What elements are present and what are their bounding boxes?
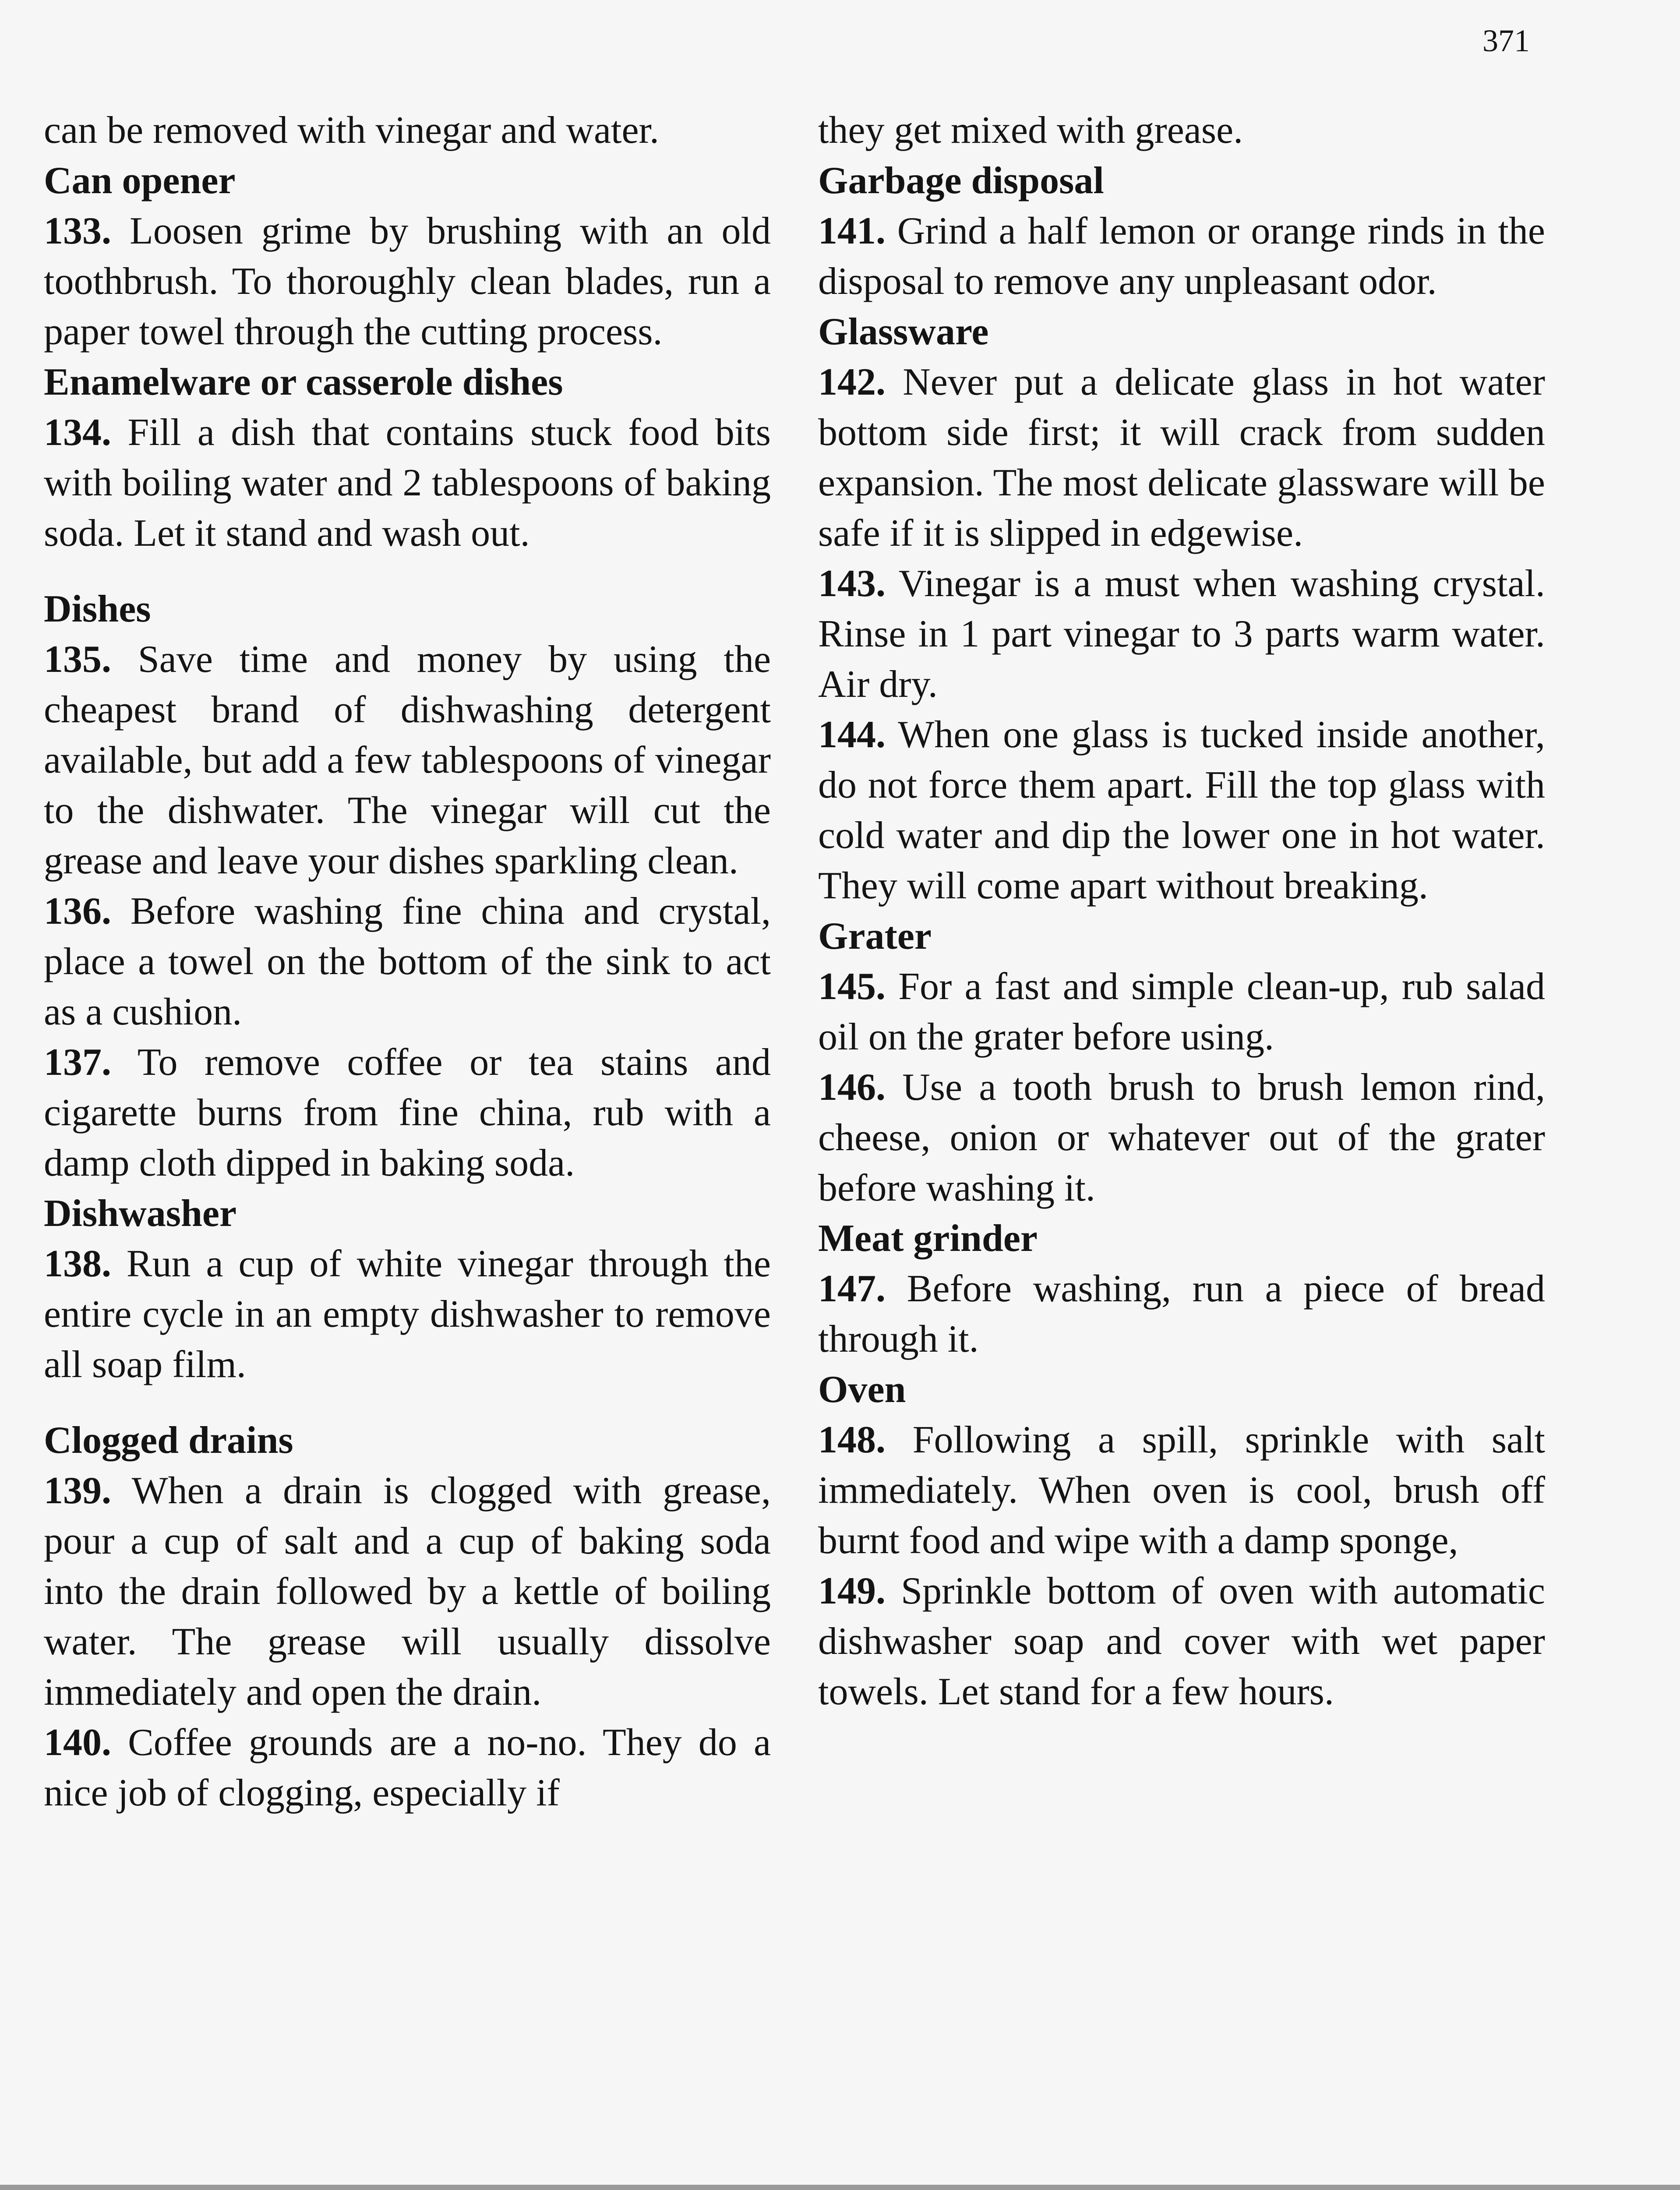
tip-number: 149. bbox=[818, 1570, 886, 1612]
tip-144 bbox=[818, 710, 1545, 911]
tip-text: Fill a dish that contains stuck food bits with boiling water and 2 tablespoons of baking soda. Let it stand and wash out. bbox=[44, 411, 771, 555]
tip-number: 148. bbox=[818, 1419, 886, 1461]
tip-text: Never put a delicate glass in hot water bottom side first; it will crack from sudden expansion. The most delicate glassware will be safe if it is slipped in edgewise. bbox=[818, 361, 1545, 555]
tip-number: 145. bbox=[818, 965, 886, 1008]
tip-number: 138. bbox=[44, 1243, 111, 1285]
tip-number: 136. bbox=[44, 890, 111, 933]
tip-text: Loosen grime by brushing with an old toothbrush. To thoroughly clean blades, run a paper towel through the cutting process. bbox=[44, 210, 771, 353]
tip-text: Run a cup of white vinegar through the entire cycle in an empty dishwasher to remove all soap film. bbox=[44, 1243, 771, 1386]
tip-147 bbox=[818, 1264, 1545, 1364]
tip-text: Following a spill, sprinkle with salt immediately. When oven is cool, brush off burnt food and wipe with a damp sponge, bbox=[818, 1419, 1546, 1562]
right-column bbox=[818, 105, 1545, 1717]
section-heading-clogged-drains: Clogged drains bbox=[44, 1419, 293, 1462]
tip-text: Grind a half lemon or orange rinds in the disposal to remove any unpleasant odor. bbox=[818, 210, 1545, 303]
tip-text: When one glass is tucked inside another, do not force them apart. Fill the top glass with cold water and dip the lower one in hot water. They will come apart without breaking. bbox=[818, 714, 1545, 907]
tip-139 bbox=[44, 1466, 771, 1717]
tip-146 bbox=[818, 1062, 1545, 1213]
scan-bottom-edge bbox=[0, 2185, 1680, 2190]
tip-text: For a fast and simple clean-up, rub salad oil on the grater before using. bbox=[818, 965, 1545, 1058]
tip-number: 142. bbox=[818, 361, 886, 403]
tip-138 bbox=[44, 1239, 771, 1390]
section-heading-dishwasher: Dishwasher bbox=[44, 1192, 237, 1235]
tip-number: 134. bbox=[44, 411, 111, 454]
tip-148 bbox=[818, 1415, 1545, 1566]
section-heading-enamelware: Enamelware or casserole dishes bbox=[44, 361, 563, 403]
tip-134 bbox=[44, 407, 771, 558]
tip-number: 146. bbox=[818, 1066, 886, 1109]
tip-136 bbox=[44, 886, 771, 1037]
tip-text: When a drain is clogged with grease, pour a cup of salt and a cup of baking soda into the drain followed by a kettle of boiling water. The grease will usually dissolve immediately and open the drain. bbox=[44, 1469, 771, 1713]
section-heading-oven: Oven bbox=[818, 1368, 906, 1411]
section-heading-meat-grinder: Meat grinder bbox=[818, 1217, 1038, 1260]
tip-143 bbox=[818, 558, 1545, 710]
continued-text: can be removed with vinegar and water. bbox=[44, 109, 659, 152]
tip-text: Use a tooth brush to brush lemon rind, cheese, onion or whatever out of the grater before washing it. bbox=[818, 1066, 1546, 1209]
left-column bbox=[44, 105, 771, 1818]
tip-141 bbox=[818, 206, 1545, 307]
tip-text: Before washing fine china and crystal, place a towel on the bottom of the sink to act as a cushion. bbox=[44, 890, 771, 1033]
tip-133 bbox=[44, 206, 771, 357]
tip-137 bbox=[44, 1037, 771, 1188]
tip-number: 135. bbox=[44, 638, 111, 681]
tip-145 bbox=[818, 961, 1545, 1062]
tip-number: 141. bbox=[818, 210, 886, 252]
section-heading-glassware: Glassware bbox=[818, 311, 989, 353]
tip-135 bbox=[44, 634, 771, 886]
tip-text: Sprinkle bottom of oven with automatic dishwasher soap and cover with wet paper towels. Let stand for a few hours. bbox=[818, 1570, 1545, 1713]
page-number: 371 bbox=[1482, 23, 1530, 58]
tip-text: Save time and money by using the cheapest brand of dishwashing detergent available, but add a few tablespoons of vinegar to the dishwater. The vinegar will cut the grease and leave your dishes sparkling clean. bbox=[44, 638, 771, 882]
tip-text: To remove coffee or tea stains and cigarette burns from fine china, rub with a damp cloth dipped in baking soda. bbox=[44, 1041, 771, 1184]
tip-number: 144. bbox=[818, 714, 886, 756]
tip-number: 140. bbox=[44, 1721, 111, 1764]
tip-number: 143. bbox=[818, 562, 886, 605]
tip-number: 133. bbox=[44, 210, 111, 252]
tip-number: 137. bbox=[44, 1041, 111, 1084]
tip-149 bbox=[818, 1566, 1545, 1717]
tip-140 bbox=[44, 1717, 771, 1818]
continued-text: they get mixed with grease. bbox=[818, 109, 1243, 152]
tip-number: 147. bbox=[818, 1268, 886, 1310]
tip-number: 139. bbox=[44, 1469, 111, 1512]
tip-text: Before washing, run a piece of bread through it. bbox=[818, 1268, 1545, 1360]
tip-text: Vinegar is a must when washing crystal. Rinse in 1 part vinegar to 3 parts warm water. Air dry. bbox=[818, 562, 1545, 706]
tip-142 bbox=[818, 357, 1545, 558]
section-heading-garbage-disposal: Garbage disposal bbox=[818, 159, 1104, 202]
section-heading-can-opener: Can opener bbox=[44, 159, 236, 202]
section-heading-grater: Grater bbox=[818, 915, 932, 957]
section-heading-dishes: Dishes bbox=[44, 588, 151, 630]
tip-text: Coffee grounds are a no-no. They do a nice job of clogging, especially if bbox=[44, 1721, 771, 1814]
